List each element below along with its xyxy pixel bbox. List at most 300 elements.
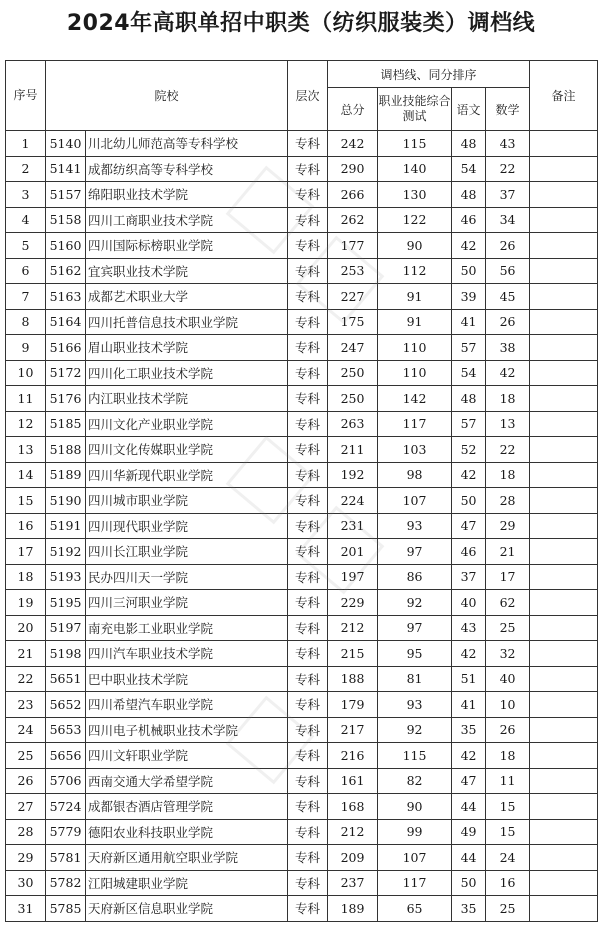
cell-note <box>530 743 598 769</box>
cell-note <box>530 233 598 259</box>
cell-code: 5162 <box>46 258 86 284</box>
cell-math: 26 <box>486 309 530 335</box>
cell-chinese: 49 <box>452 819 486 845</box>
cell-seq: 26 <box>6 768 46 794</box>
cell-seq: 9 <box>6 335 46 361</box>
cell-total: 168 <box>328 794 378 820</box>
cell-note <box>530 590 598 616</box>
cell-code: 5192 <box>46 539 86 565</box>
cell-school: 德阳农业科技职业学院 <box>86 819 288 845</box>
cell-seq: 5 <box>6 233 46 259</box>
cell-skill: 117 <box>378 870 452 896</box>
cell-code: 5189 <box>46 462 86 488</box>
cell-code: 5779 <box>46 819 86 845</box>
cell-level: 专科 <box>288 641 328 667</box>
cell-note <box>530 539 598 565</box>
cell-total: 216 <box>328 743 378 769</box>
table-row <box>6 309 598 335</box>
cell-total: 209 <box>328 845 378 871</box>
header-group: 调档线、同分排序 <box>328 61 530 88</box>
cell-total: 227 <box>328 284 378 310</box>
cell-skill: 110 <box>378 335 452 361</box>
cell-school: 四川长江职业学院 <box>86 539 288 565</box>
cell-math: 11 <box>486 768 530 794</box>
table-body <box>6 131 598 922</box>
cell-skill: 140 <box>378 156 452 182</box>
cell-level: 专科 <box>288 615 328 641</box>
cell-chinese: 50 <box>452 870 486 896</box>
cell-math: 15 <box>486 794 530 820</box>
cell-note <box>530 870 598 896</box>
cell-chinese: 54 <box>452 156 486 182</box>
cell-seq: 10 <box>6 360 46 386</box>
cell-school: 四川城市职业学院 <box>86 488 288 514</box>
cell-chinese: 52 <box>452 437 486 463</box>
cell-total: 231 <box>328 513 378 539</box>
cell-level: 专科 <box>288 258 328 284</box>
cell-math: 18 <box>486 743 530 769</box>
cell-note <box>530 335 598 361</box>
cell-code: 5140 <box>46 131 86 157</box>
cell-seq: 14 <box>6 462 46 488</box>
cell-school: 南充电影工业职业学院 <box>86 615 288 641</box>
cell-level: 专科 <box>288 564 328 590</box>
table-row <box>6 896 598 922</box>
cell-code: 5652 <box>46 692 86 718</box>
cell-seq: 15 <box>6 488 46 514</box>
cell-chinese: 46 <box>452 539 486 565</box>
cell-math: 43 <box>486 131 530 157</box>
cell-seq: 12 <box>6 411 46 437</box>
cell-level: 专科 <box>288 386 328 412</box>
cell-total: 250 <box>328 386 378 412</box>
cell-total: 201 <box>328 539 378 565</box>
header-skill: 职业技能综合测试 <box>378 88 452 131</box>
cell-school: 内江职业技术学院 <box>86 386 288 412</box>
cell-total: 247 <box>328 335 378 361</box>
table-row <box>6 386 598 412</box>
cell-level: 专科 <box>288 233 328 259</box>
cell-skill: 99 <box>378 819 452 845</box>
cell-level: 专科 <box>288 870 328 896</box>
table-row <box>6 284 598 310</box>
cell-math: 42 <box>486 360 530 386</box>
cell-level: 专科 <box>288 207 328 233</box>
cell-chinese: 46 <box>452 207 486 233</box>
cell-code: 5176 <box>46 386 86 412</box>
cell-chinese: 54 <box>452 360 486 386</box>
header-chinese: 语文 <box>452 88 486 131</box>
cell-code: 5191 <box>46 513 86 539</box>
cell-total: 215 <box>328 641 378 667</box>
table-row <box>6 335 598 361</box>
cell-school: 川北幼儿师范高等专科学校 <box>86 131 288 157</box>
cell-seq: 30 <box>6 870 46 896</box>
cell-school: 四川国际标榜职业学院 <box>86 233 288 259</box>
cell-note <box>530 411 598 437</box>
cell-skill: 65 <box>378 896 452 922</box>
cell-skill: 92 <box>378 590 452 616</box>
cell-skill: 93 <box>378 692 452 718</box>
cell-chinese: 48 <box>452 131 486 157</box>
table-row <box>6 717 598 743</box>
cell-chinese: 50 <box>452 488 486 514</box>
cell-chinese: 35 <box>452 896 486 922</box>
cell-seq: 6 <box>6 258 46 284</box>
header-school: 院校 <box>46 61 288 131</box>
cell-level: 专科 <box>288 513 328 539</box>
cell-code: 5188 <box>46 437 86 463</box>
cell-skill: 112 <box>378 258 452 284</box>
cell-school: 眉山职业技术学院 <box>86 335 288 361</box>
cell-math: 18 <box>486 462 530 488</box>
cell-total: 253 <box>328 258 378 284</box>
cell-code: 5198 <box>46 641 86 667</box>
cell-level: 专科 <box>288 896 328 922</box>
cell-skill: 82 <box>378 768 452 794</box>
cell-school: 四川化工职业技术学院 <box>86 360 288 386</box>
cell-school: 四川现代职业学院 <box>86 513 288 539</box>
cell-chinese: 48 <box>452 386 486 412</box>
cell-skill: 97 <box>378 615 452 641</box>
table-row <box>6 182 598 208</box>
cell-math: 62 <box>486 590 530 616</box>
cell-note <box>530 131 598 157</box>
cell-note <box>530 845 598 871</box>
table-row <box>6 615 598 641</box>
cell-skill: 130 <box>378 182 452 208</box>
table-row <box>6 590 598 616</box>
cell-math: 15 <box>486 819 530 845</box>
cell-seq: 16 <box>6 513 46 539</box>
cell-skill: 97 <box>378 539 452 565</box>
cell-note <box>530 692 598 718</box>
cell-code: 5160 <box>46 233 86 259</box>
cell-math: 34 <box>486 207 530 233</box>
header-seq: 序号 <box>6 61 46 131</box>
cell-school: 天府新区通用航空职业学院 <box>86 845 288 871</box>
cell-school: 巴中职业技术学院 <box>86 666 288 692</box>
cell-skill: 117 <box>378 411 452 437</box>
table-row <box>6 258 598 284</box>
cell-school: 绵阳职业技术学院 <box>86 182 288 208</box>
cell-seq: 21 <box>6 641 46 667</box>
table-row <box>6 564 598 590</box>
cell-code: 5197 <box>46 615 86 641</box>
cell-skill: 142 <box>378 386 452 412</box>
cell-skill: 86 <box>378 564 452 590</box>
cell-school: 四川工商职业技术学院 <box>86 207 288 233</box>
cell-skill: 107 <box>378 488 452 514</box>
cell-math: 32 <box>486 641 530 667</box>
cell-level: 专科 <box>288 437 328 463</box>
cell-chinese: 37 <box>452 564 486 590</box>
cell-level: 专科 <box>288 182 328 208</box>
cell-note <box>530 156 598 182</box>
cell-total: 188 <box>328 666 378 692</box>
cell-skill: 81 <box>378 666 452 692</box>
cell-chinese: 43 <box>452 615 486 641</box>
header-note: 备注 <box>530 61 598 131</box>
table-row <box>6 641 598 667</box>
cell-school: 四川希望汽车职业学院 <box>86 692 288 718</box>
cell-school: 四川文轩职业学院 <box>86 743 288 769</box>
cell-skill: 107 <box>378 845 452 871</box>
cell-chinese: 51 <box>452 666 486 692</box>
cell-note <box>530 258 598 284</box>
cell-chinese: 57 <box>452 411 486 437</box>
cell-chinese: 57 <box>452 335 486 361</box>
cell-school: 天府新区信息职业学院 <box>86 896 288 922</box>
cell-skill: 103 <box>378 437 452 463</box>
cell-seq: 28 <box>6 819 46 845</box>
cell-code: 5656 <box>46 743 86 769</box>
header-math: 数学 <box>486 88 530 131</box>
cell-level: 专科 <box>288 131 328 157</box>
cell-math: 29 <box>486 513 530 539</box>
cell-code: 5166 <box>46 335 86 361</box>
cell-level: 专科 <box>288 360 328 386</box>
cell-chinese: 41 <box>452 309 486 335</box>
cell-skill: 93 <box>378 513 452 539</box>
cell-code: 5164 <box>46 309 86 335</box>
cell-skill: 91 <box>378 284 452 310</box>
cell-total: 224 <box>328 488 378 514</box>
cell-seq: 27 <box>6 794 46 820</box>
cell-code: 5653 <box>46 717 86 743</box>
cell-school: 江阳城建职业学院 <box>86 870 288 896</box>
cell-total: 217 <box>328 717 378 743</box>
cell-code: 5141 <box>46 156 86 182</box>
table-row <box>6 743 598 769</box>
cell-level: 专科 <box>288 284 328 310</box>
admission-score-table <box>5 60 598 922</box>
cell-skill: 90 <box>378 233 452 259</box>
table-row <box>6 233 598 259</box>
cell-math: 28 <box>486 488 530 514</box>
cell-note <box>530 896 598 922</box>
cell-code: 5706 <box>46 768 86 794</box>
cell-total: 179 <box>328 692 378 718</box>
cell-note <box>530 182 598 208</box>
cell-note <box>530 309 598 335</box>
cell-seq: 23 <box>6 692 46 718</box>
cell-seq: 24 <box>6 717 46 743</box>
cell-total: 175 <box>328 309 378 335</box>
cell-math: 40 <box>486 666 530 692</box>
cell-seq: 17 <box>6 539 46 565</box>
cell-code: 5724 <box>46 794 86 820</box>
cell-math: 56 <box>486 258 530 284</box>
cell-total: 212 <box>328 819 378 845</box>
cell-seq: 7 <box>6 284 46 310</box>
cell-chinese: 50 <box>452 258 486 284</box>
cell-seq: 11 <box>6 386 46 412</box>
cell-school: 民办四川天一学院 <box>86 564 288 590</box>
cell-seq: 4 <box>6 207 46 233</box>
cell-note <box>530 386 598 412</box>
cell-note <box>530 768 598 794</box>
cell-seq: 31 <box>6 896 46 922</box>
cell-level: 专科 <box>288 488 328 514</box>
cell-level: 专科 <box>288 743 328 769</box>
cell-total: 229 <box>328 590 378 616</box>
cell-seq: 29 <box>6 845 46 871</box>
table-row <box>6 488 598 514</box>
cell-school: 四川文化产业职业学院 <box>86 411 288 437</box>
table-row <box>6 794 598 820</box>
cell-total: 290 <box>328 156 378 182</box>
cell-seq: 3 <box>6 182 46 208</box>
table-row <box>6 207 598 233</box>
table-row <box>6 411 598 437</box>
table-row <box>6 156 598 182</box>
cell-school: 西南交通大学希望学院 <box>86 768 288 794</box>
cell-chinese: 48 <box>452 182 486 208</box>
cell-skill: 122 <box>378 207 452 233</box>
cell-school: 四川电子机械职业技术学院 <box>86 717 288 743</box>
table-row <box>6 819 598 845</box>
header-total: 总分 <box>328 88 378 131</box>
cell-note <box>530 819 598 845</box>
cell-code: 5163 <box>46 284 86 310</box>
cell-note <box>530 666 598 692</box>
cell-level: 专科 <box>288 819 328 845</box>
header-level: 层次 <box>288 61 328 131</box>
cell-total: 161 <box>328 768 378 794</box>
cell-level: 专科 <box>288 794 328 820</box>
cell-seq: 1 <box>6 131 46 157</box>
cell-math: 17 <box>486 564 530 590</box>
cell-note <box>530 641 598 667</box>
cell-skill: 110 <box>378 360 452 386</box>
cell-chinese: 47 <box>452 513 486 539</box>
cell-note <box>530 717 598 743</box>
cell-skill: 92 <box>378 717 452 743</box>
cell-note <box>530 284 598 310</box>
cell-skill: 115 <box>378 131 452 157</box>
table-row <box>6 513 598 539</box>
cell-school: 成都银杏酒店管理学院 <box>86 794 288 820</box>
cell-math: 26 <box>486 717 530 743</box>
cell-total: 263 <box>328 411 378 437</box>
cell-seq: 22 <box>6 666 46 692</box>
cell-code: 5185 <box>46 411 86 437</box>
cell-chinese: 41 <box>452 692 486 718</box>
cell-level: 专科 <box>288 539 328 565</box>
cell-total: 177 <box>328 233 378 259</box>
cell-note <box>530 615 598 641</box>
cell-level: 专科 <box>288 156 328 182</box>
cell-math: 21 <box>486 539 530 565</box>
cell-note <box>530 513 598 539</box>
table-row <box>6 462 598 488</box>
cell-math: 25 <box>486 896 530 922</box>
cell-level: 专科 <box>288 666 328 692</box>
cell-school: 四川文化传媒职业学院 <box>86 437 288 463</box>
cell-note <box>530 207 598 233</box>
cell-math: 22 <box>486 156 530 182</box>
cell-level: 专科 <box>288 768 328 794</box>
cell-school: 四川华新现代职业学院 <box>86 462 288 488</box>
cell-skill: 98 <box>378 462 452 488</box>
table-row <box>6 539 598 565</box>
cell-note <box>530 488 598 514</box>
cell-level: 专科 <box>288 717 328 743</box>
cell-note <box>530 360 598 386</box>
cell-school: 成都艺术职业大学 <box>86 284 288 310</box>
table-row <box>6 768 598 794</box>
cell-skill: 95 <box>378 641 452 667</box>
cell-math: 26 <box>486 233 530 259</box>
cell-math: 38 <box>486 335 530 361</box>
cell-code: 5193 <box>46 564 86 590</box>
cell-chinese: 42 <box>452 233 486 259</box>
cell-code: 5195 <box>46 590 86 616</box>
cell-seq: 25 <box>6 743 46 769</box>
table-row <box>6 692 598 718</box>
cell-skill: 115 <box>378 743 452 769</box>
cell-total: 266 <box>328 182 378 208</box>
cell-total: 237 <box>328 870 378 896</box>
table-row <box>6 845 598 871</box>
cell-code: 5785 <box>46 896 86 922</box>
cell-math: 37 <box>486 182 530 208</box>
cell-seq: 13 <box>6 437 46 463</box>
cell-total: 192 <box>328 462 378 488</box>
cell-code: 5158 <box>46 207 86 233</box>
cell-seq: 2 <box>6 156 46 182</box>
table-row <box>6 131 598 157</box>
cell-level: 专科 <box>288 309 328 335</box>
cell-total: 212 <box>328 615 378 641</box>
cell-chinese: 44 <box>452 794 486 820</box>
cell-math: 45 <box>486 284 530 310</box>
cell-note <box>530 437 598 463</box>
cell-chinese: 40 <box>452 590 486 616</box>
cell-total: 197 <box>328 564 378 590</box>
cell-seq: 18 <box>6 564 46 590</box>
cell-chinese: 39 <box>452 284 486 310</box>
cell-note <box>530 564 598 590</box>
cell-code: 5190 <box>46 488 86 514</box>
table-row <box>6 666 598 692</box>
cell-code: 5781 <box>46 845 86 871</box>
cell-code: 5157 <box>46 182 86 208</box>
cell-math: 16 <box>486 870 530 896</box>
cell-school: 四川托普信息技术职业学院 <box>86 309 288 335</box>
cell-seq: 19 <box>6 590 46 616</box>
cell-chinese: 35 <box>452 717 486 743</box>
cell-skill: 90 <box>378 794 452 820</box>
cell-level: 专科 <box>288 335 328 361</box>
cell-chinese: 42 <box>452 462 486 488</box>
cell-seq: 8 <box>6 309 46 335</box>
cell-math: 24 <box>486 845 530 871</box>
table-row <box>6 360 598 386</box>
cell-chinese: 42 <box>452 641 486 667</box>
cell-math: 25 <box>486 615 530 641</box>
cell-code: 5651 <box>46 666 86 692</box>
cell-total: 262 <box>328 207 378 233</box>
cell-math: 13 <box>486 411 530 437</box>
cell-chinese: 42 <box>452 743 486 769</box>
cell-skill: 91 <box>378 309 452 335</box>
cell-math: 18 <box>486 386 530 412</box>
cell-total: 250 <box>328 360 378 386</box>
cell-code: 5782 <box>46 870 86 896</box>
cell-level: 专科 <box>288 411 328 437</box>
